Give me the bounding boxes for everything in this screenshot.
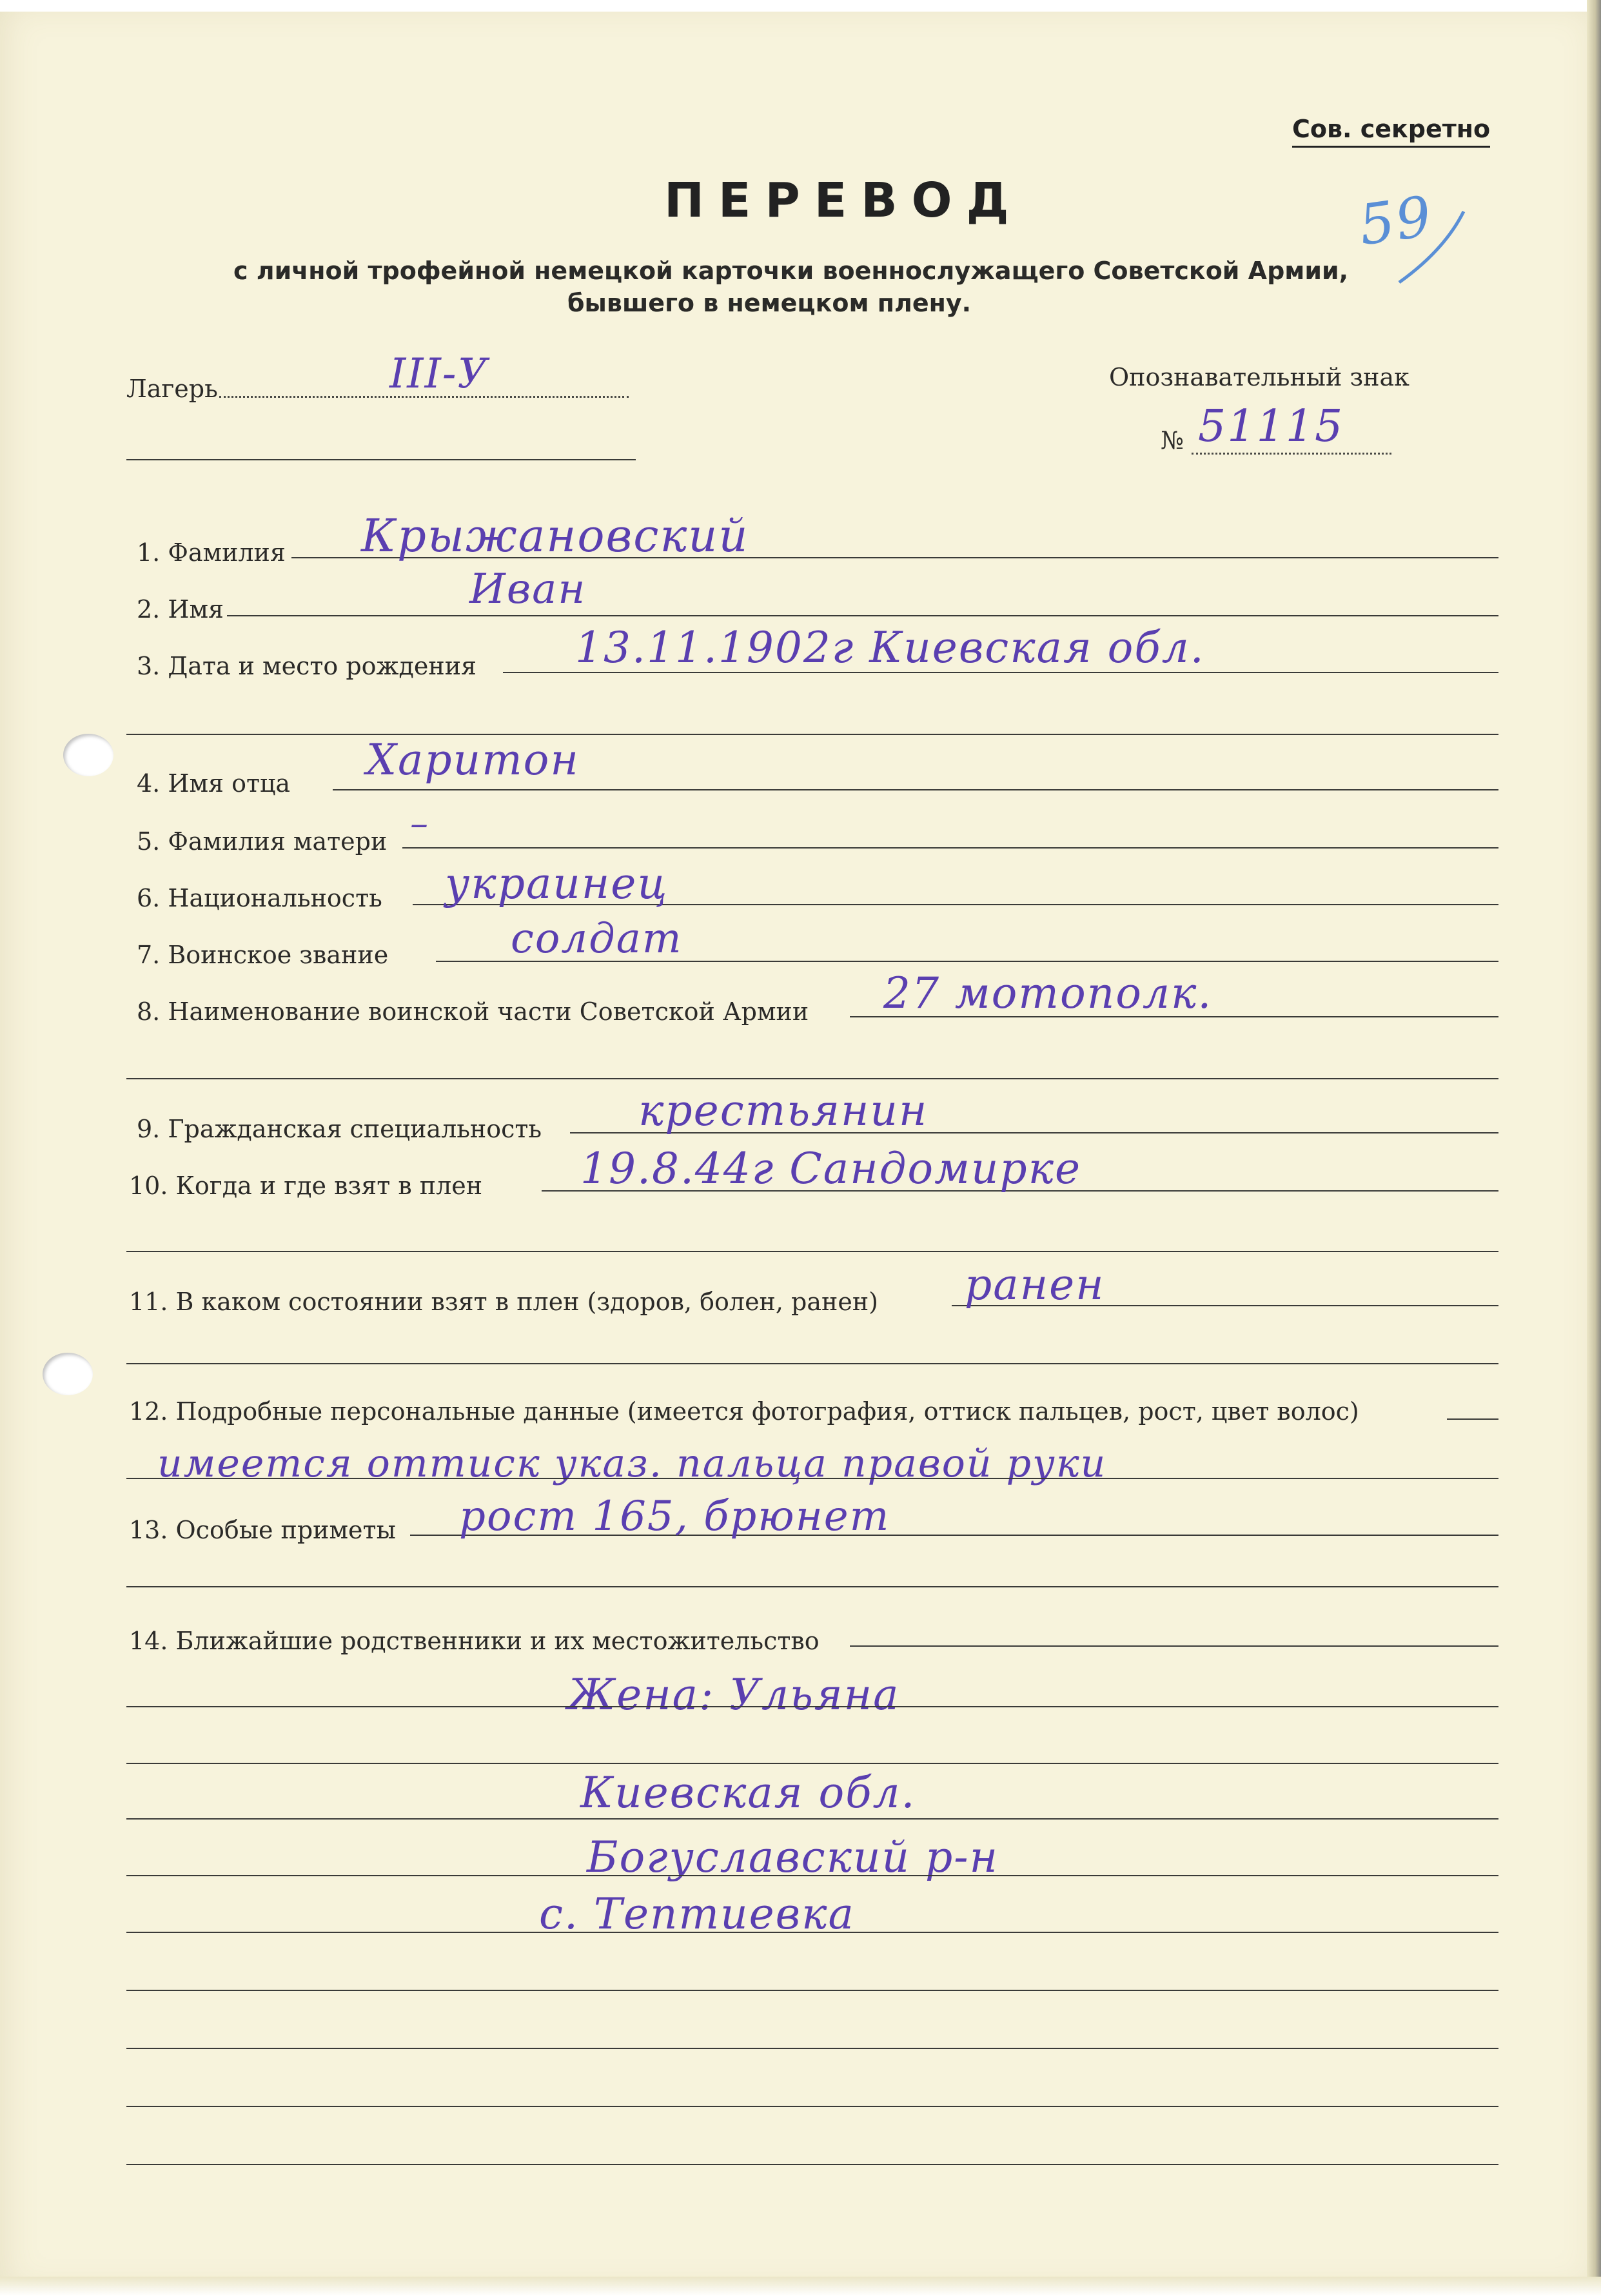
field-mother-value: – <box>410 803 429 845</box>
relatives-line-2: Киевская обл. <box>580 1768 916 1818</box>
punch-hole-upper <box>63 734 113 776</box>
relatives-rule-9 <box>126 2164 1498 2165</box>
field-name-value: Иван <box>469 565 587 613</box>
page-edge-right <box>1587 0 1601 2296</box>
field-personal-data-label: 12. Подробные персональные данные (имеется фотография, оттиск пальцев, рост, цвет волос) <box>129 1397 1359 1426</box>
field-father-label: 4. Имя отца <box>137 769 291 798</box>
camp-second-line <box>126 459 636 460</box>
page-edge-top <box>0 0 1601 12</box>
field-marks-value: рост 165, брюнет <box>459 1493 890 1540</box>
document-title: ПЕРЕВОД <box>664 173 1023 228</box>
relatives-line-3: Богуславский р-н <box>587 1832 999 1882</box>
field-name-line <box>227 615 1498 616</box>
punch-hole-lower <box>43 1353 93 1395</box>
camp-label: Лагерь <box>126 375 218 403</box>
field-birth-second-line <box>126 734 1498 735</box>
field-rank-value: солдат <box>511 915 683 963</box>
field-captured-second-line <box>126 1251 1498 1252</box>
classification-stamp: Сов. секретно <box>1292 115 1490 148</box>
field-personal-data-line <box>1447 1418 1498 1420</box>
field-captured-label: 10. Когда и где взят в плен <box>129 1172 483 1200</box>
field-condition-value: ранен <box>965 1260 1105 1310</box>
camp-value: III-У <box>389 350 489 398</box>
relatives-line-1: Жена: Ульяна <box>567 1670 900 1720</box>
relatives-rule-5 <box>126 1932 1498 1933</box>
field-profession-value: крестьянин <box>638 1086 928 1135</box>
relatives-rule-6 <box>126 1990 1498 1991</box>
field-unit-value: 27 мотополк. <box>883 968 1213 1018</box>
relatives-rule-2 <box>126 1763 1498 1764</box>
field-mother-label: 5. Фамилия матери <box>137 827 388 856</box>
field-birth-label: 3. Дата и место рождения <box>137 652 477 680</box>
identity-tag-label: Опознавательный знак <box>1109 363 1409 391</box>
field-mother-line <box>402 847 1498 849</box>
relatives-rule-8 <box>126 2106 1498 2107</box>
field-relatives-line <box>850 1645 1498 1647</box>
field-birth-value: 13.11.1902г Киевская обл. <box>575 623 1205 672</box>
relatives-rule-1 <box>126 1706 1498 1707</box>
field-personal-data-second-line <box>126 1478 1498 1479</box>
folio-slash-mark <box>1386 205 1470 289</box>
field-father-value: Харитон <box>366 735 580 785</box>
field-nationality-label: 6. Национальность <box>137 884 382 912</box>
document-subtitle-line2: бывшего в немецком плену. <box>567 289 972 317</box>
field-condition-label: 11. В каком состоянии взят в плен (здоров, болен, ранен) <box>129 1288 878 1316</box>
field-personal-data-value: имеется оттиск указ. пальца правой руки <box>157 1441 1107 1486</box>
page-edge-bottom <box>0 2277 1601 2296</box>
field-relatives-label: 14. Ближайшие родственники и их местожительство <box>129 1627 820 1655</box>
field-unit-second-line <box>126 1078 1498 1079</box>
field-nationality-value: украинец <box>445 859 669 908</box>
field-captured-value: 19.8.44г Сандомирке <box>580 1144 1082 1193</box>
relatives-rule-3 <box>126 1818 1498 1820</box>
document-subtitle-line1: с личной трофейной немецкой карточки военнослужащего Советской Армии, <box>233 257 1349 285</box>
relatives-rule-7 <box>126 2048 1498 2049</box>
field-marks-label: 13. Особые приметы <box>129 1516 396 1544</box>
relatives-line-4: с. Тептиевка <box>539 1889 855 1939</box>
field-unit-label: 8. Наименование воинской части Советской Армии <box>137 997 809 1026</box>
field-condition-second-line <box>126 1363 1498 1364</box>
identity-tag-number-prefix: № <box>1161 426 1184 455</box>
field-marks-second-line <box>126 1586 1498 1587</box>
field-profession-label: 9. Гражданская специальность <box>137 1115 542 1143</box>
field-rank-label: 7. Воинское звание <box>137 941 389 969</box>
field-father-line <box>333 789 1498 790</box>
field-surname-value: Крыжановский <box>361 509 749 562</box>
folio-number: 59 <box>1355 184 1437 259</box>
identity-tag-value: 51115 <box>1198 401 1344 452</box>
field-surname-label: 1. Фамилия <box>137 538 286 567</box>
identity-tag-underline <box>1192 453 1391 455</box>
relatives-rule-4 <box>126 1875 1498 1876</box>
field-name-label: 2. Имя <box>137 595 224 623</box>
